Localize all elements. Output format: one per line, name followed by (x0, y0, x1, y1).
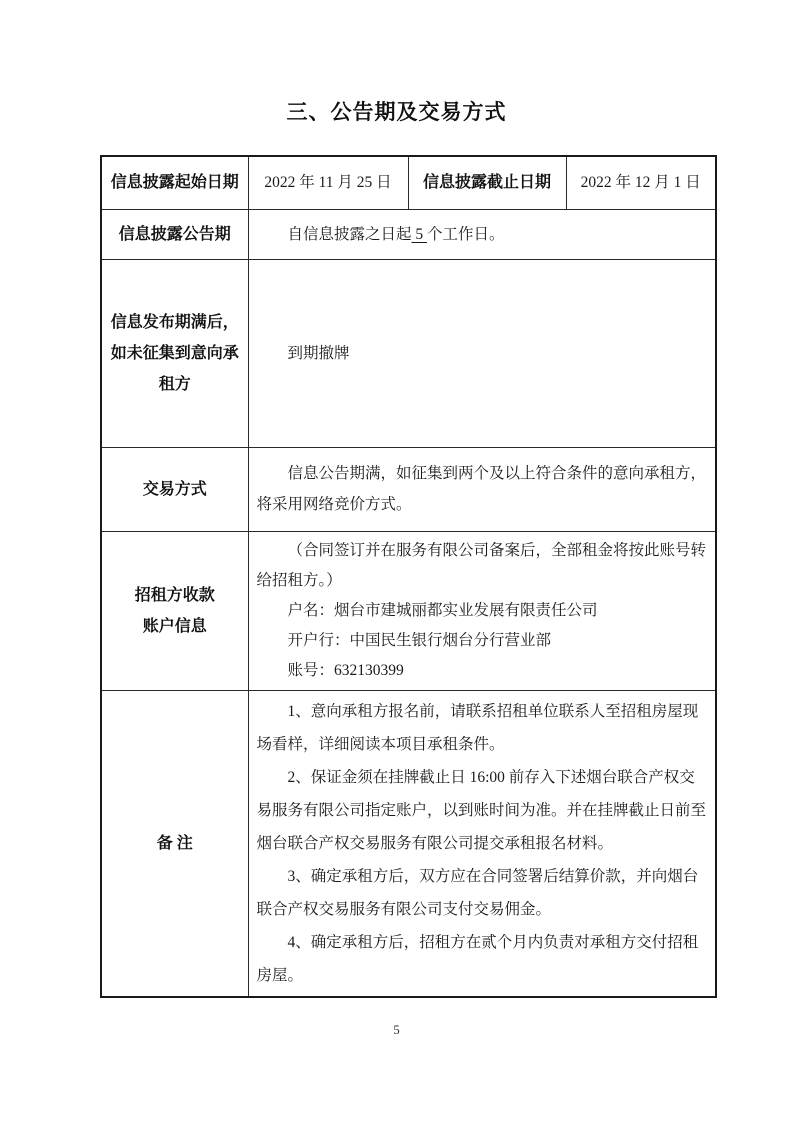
transaction-method-value (248, 447, 716, 531)
lessor-account-label-line1: 招租方收款 (134, 586, 215, 604)
remarks-value (248, 690, 716, 997)
row-disclosure-dates (101, 156, 716, 209)
announcement-period-label: 信息披露公告期 (101, 209, 248, 259)
disclosure-start-label: 信息披露起始日期 (101, 156, 248, 209)
lessor-account-note: （合同签订并在服务有限公司备案后，全部租金将按此账号转给招租方。） (256, 541, 707, 589)
remark-item-1: 1、意向承租方报名前，请联系招租单位联系人至招租房屋现场看样，详细阅读本项目承租条件。 (256, 702, 699, 753)
transaction-method-label: 交易方式 (101, 447, 248, 531)
remark-item-2: 2、保证金须在挂牌截止日 16:00 前存入下述烟台联合产权交易服务有限公司指定账户，以到账时间为准。并在挂牌截止日前至烟台联合产权交易服务有限公司提交承租报名材料。 (256, 768, 707, 852)
announcement-period-suffix: 个工作日。 (427, 225, 505, 243)
announcement-period-prefix: 自信息披露之日起 (287, 225, 412, 243)
lessor-account-label (101, 531, 248, 690)
remark-item-3: 3、确定承租方后，双方应在合同签署后结算价款，并向烟台联合产权交易服务有限公司支付交易佣金。 (256, 867, 699, 918)
row-announcement-period (101, 209, 716, 259)
row-expiry-action (101, 259, 716, 447)
announcement-info-table (100, 155, 717, 998)
remark-item-4: 4、确定承租方后，招租方在贰个月内负责对承租方交付招租房屋。 (256, 933, 699, 984)
expiry-action-label: 信息发布期满后，如未征集到意向承租方 (101, 259, 248, 447)
announcement-period-value (248, 209, 716, 259)
row-transaction-method (101, 447, 716, 531)
row-remarks (101, 690, 716, 997)
page-number: 5 (393, 1022, 400, 1037)
disclosure-end-value: 2022 年 12 月 1 日 (566, 156, 716, 209)
expiry-action-value (248, 259, 716, 447)
lessor-account-bank: 开户行：中国民生银行烟台分行营业部 (287, 631, 552, 649)
expiry-action-text: 到期撤牌 (287, 344, 350, 362)
row-lessor-account (101, 531, 716, 690)
disclosure-end-label: 信息披露截止日期 (408, 156, 566, 209)
announcement-period-days: 5 (411, 225, 428, 243)
lessor-account-number: 账号：632130399 (287, 661, 404, 679)
lessor-account-name: 户名：烟台市建城丽都实业发展有限责任公司 (287, 601, 598, 619)
document-title: 三、公告期及交易方式 (286, 100, 507, 124)
disclosure-start-value: 2022 年 11 月 25 日 (248, 156, 408, 209)
transaction-method-text: 信息公告期满，如征集到两个及以上符合条件的意向承租方，将采用网络竞价方式。 (256, 465, 707, 513)
lessor-account-value (248, 531, 716, 690)
remarks-label: 备 注 (101, 690, 248, 997)
lessor-account-label-line2: 账户信息 (142, 617, 207, 635)
